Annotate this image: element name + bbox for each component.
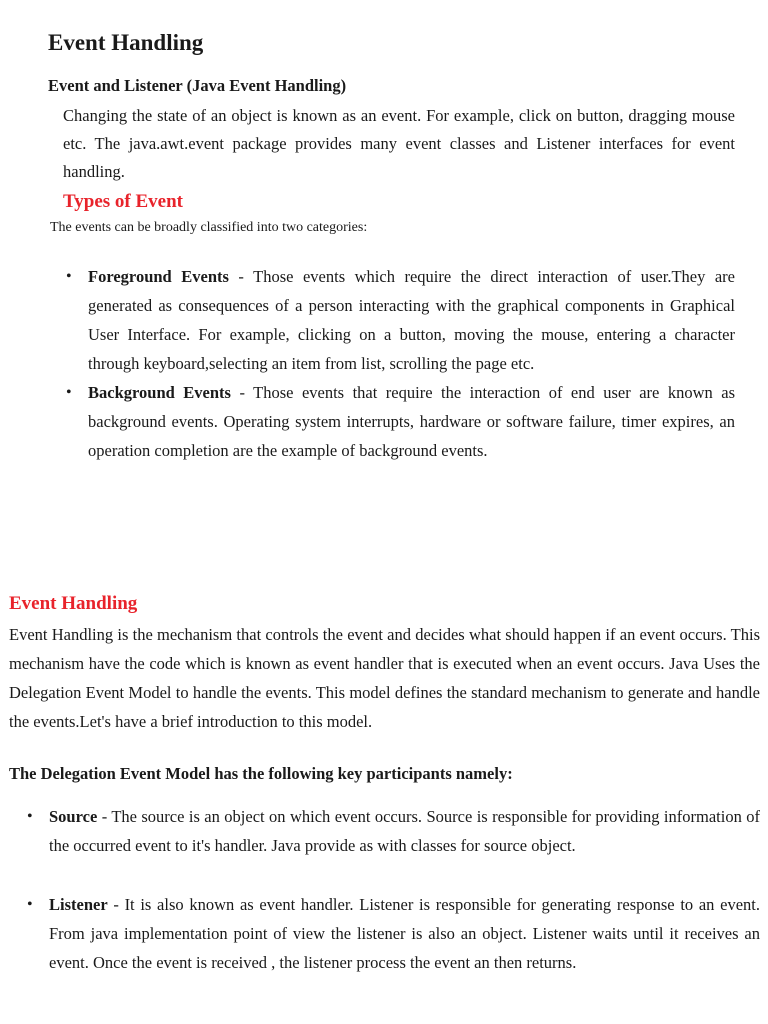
list-item [24,890,760,977]
list-item [63,262,735,378]
list-item-text: - It is also known as event handler. Listener is responsible for generating response to an event. From java implementation point of view the listener is also an object. Listener waits until it receives an event. Once the event is received , the listener process the event an then returns. [49,895,760,972]
list-item-text: - The source is an object on which event occurs. Source is responsible for providing information of the occurred event to it's handler. Java provide as with classes for source object. [49,807,760,855]
participants-heading: The Delegation Event Model has the following key participants namely: [9,764,513,783]
bullet-icon: • [27,896,33,913]
list-item-text: - Those events that require the interaction of end user are known as background events. Operating system interrupts, hardware or software failure, timer expires, an operation completion are the example of background events. [88,383,735,460]
list-item-text: - Those events which require the direct interaction of user.They are generated as consequences of a person interacting with the graphical components in Graphical User Interface. For example, clicking on a button, moving the mouse, entering a character through keyboard,selecting an item from list, scrolling the page etc. [88,267,736,373]
bullet-icon: • [66,384,72,401]
list-item [24,802,760,860]
event-handling-heading: Event Handling [9,593,138,614]
page-title: Event Handling [48,30,204,55]
section-subheading: Event and Listener (Java Event Handling) [48,76,347,95]
list-item-term: Background Events [88,383,231,402]
types-intro-text: The events can be broadly classified into two categories: [50,220,368,235]
event-types-list [63,262,735,465]
list-item-term: Foreground Events [88,267,229,286]
list-item [63,378,735,465]
event-handling-paragraph: Event Handling is the mechanism that controls the event and decides what should happen if an event occurs. This mechanism have the code which is known as event handler that is executed when an event occurs. Java Uses the Delegation Event Model to handle the events. This model defines the standard mechanism to generate and handle the events.Let's have a brief introduction to this model. [9,625,760,731]
participants-list [24,802,760,977]
intro-paragraph: Changing the state of an object is known as an event. For example, click on button, dragging mouse etc. The java.awt.event package provides many event classes and Listener interfaces for event handling. [63,106,735,181]
list-item-term: Listener [49,895,108,914]
list-item-term: Source [49,807,98,826]
types-of-event-heading: Types of Event [63,191,183,212]
bullet-icon: • [27,808,33,825]
bullet-icon: • [66,268,72,285]
